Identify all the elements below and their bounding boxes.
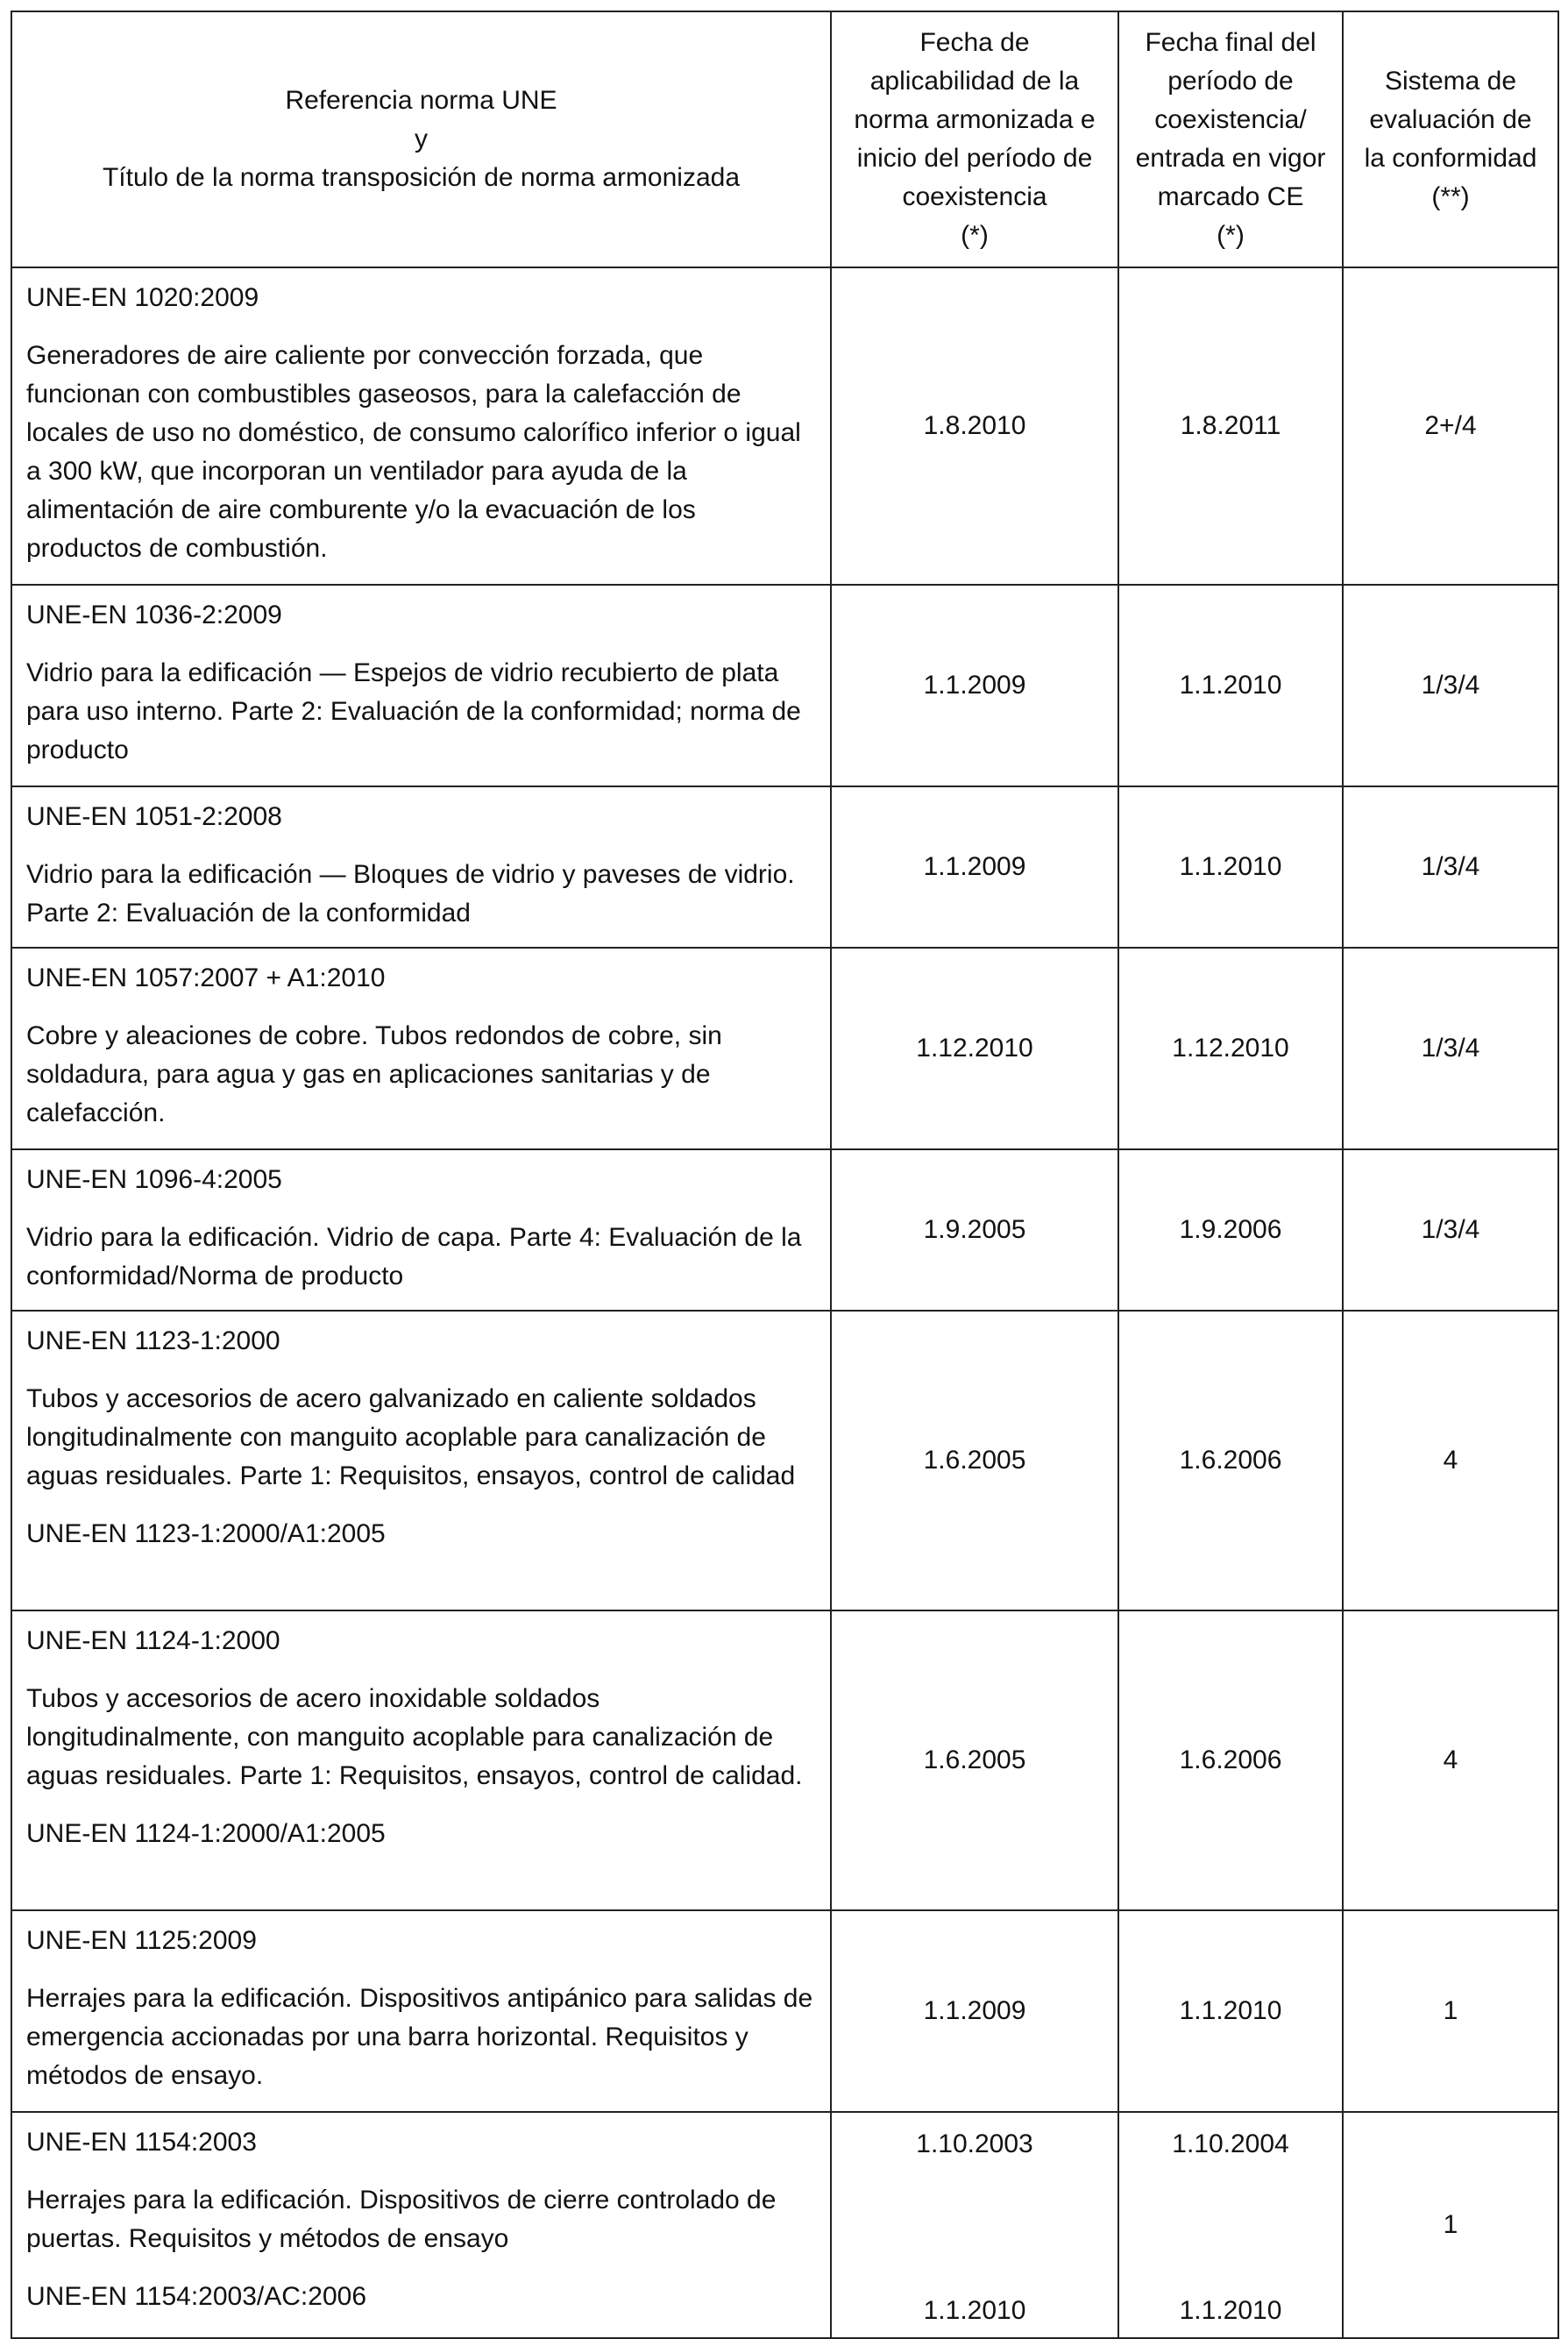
header-coexistence-end-date: Fecha final del período de coexistencia/ entrada en vigor marcado CE (*)	[1118, 11, 1343, 267]
applicability-date: 1.6.2005	[831, 1610, 1118, 1910]
coexistence-end-date: 1.1.2010	[1118, 786, 1343, 948]
standard-title: Vidrio para la edificación — Espejos de vidrio recubierto de plata para uso interno. Parte 2: Evaluación de la conformidad; norma de producto	[26, 658, 801, 764]
standard-code: UNE-EN 1154:2003	[26, 2128, 257, 2157]
table-row	[11, 948, 1558, 1149]
harmonized-standards-table	[11, 11, 1559, 2339]
coexistence-end-date: 1.1.2010	[1118, 585, 1343, 786]
conformity-system: 1	[1343, 2112, 1558, 2338]
standard-code: UNE-EN 1036-2:2009	[26, 601, 282, 629]
applicability-dates	[831, 2112, 1118, 2338]
conformity-system: 4	[1343, 1610, 1558, 1910]
coexistence-end-date: 1.10.2004	[1172, 2129, 1289, 2158]
conformity-system: 1/3/4	[1343, 786, 1558, 948]
applicability-date: 1.1.2009	[831, 1910, 1118, 2112]
reference-cell	[11, 1610, 831, 1910]
conformity-system: 1/3/4	[1343, 585, 1558, 786]
reference-cell	[11, 2112, 831, 2338]
standard-code: UNE-EN 1125:2009	[26, 1926, 257, 1955]
coexistence-end-date: 1.9.2006	[1118, 1149, 1343, 1311]
standard-code: UNE-EN 1020:2009	[26, 283, 259, 312]
table-row	[11, 1910, 1558, 2112]
reference-cell	[11, 1149, 831, 1311]
coexistence-end-date: 1.6.2006	[1118, 1311, 1343, 1610]
standard-title: Herrajes para la edificación. Dispositivos de cierre controlado de puertas. Requisitos y métodos de ensayo	[26, 2186, 777, 2253]
reference-cell	[11, 786, 831, 948]
standard-code: UNE-EN 1051-2:2008	[26, 802, 282, 831]
header-applicability-date: Fecha de aplicabilidad de la norma armonizada e inicio del período de coexistencia (*)	[831, 11, 1118, 267]
standard-title: Tubos y accesorios de acero galvanizado en caliente soldados longitudinalmente con manguito acoplable para canalización de aguas residuales. Parte 1: Requisitos, ensayos, control de calidad	[26, 1384, 796, 1490]
reference-cell	[11, 267, 831, 585]
applicability-date: 1.10.2003	[916, 2129, 1033, 2158]
reference-cell	[11, 948, 831, 1149]
amendment-applicability-date: 1.1.2010	[923, 2296, 1026, 2325]
applicability-date: 1.12.2010	[831, 948, 1118, 1149]
conformity-system: 1	[1343, 1910, 1558, 2112]
conformity-system: 1/3/4	[1343, 948, 1558, 1149]
reference-cell	[11, 585, 831, 786]
standard-title: Cobre y aleaciones de cobre. Tubos redondos de cobre, sin soldadura, para agua y gas en aplicaciones sanitarias y de calefacción.	[26, 1021, 722, 1127]
standard-amendment: UNE-EN 1154:2003/AC:2006	[26, 2282, 367, 2311]
table-row	[11, 585, 1558, 786]
standard-code: UNE-EN 1123-1:2000	[26, 1326, 280, 1355]
standard-title: Vidrio para la edificación — Bloques de vidrio y paveses de vidrio. Parte 2: Evaluación de la conformidad	[26, 860, 795, 928]
standard-title: Tubos y accesorios de acero inoxidable soldados longitudinalmente, con manguito acoplable para canalización de aguas residuales. Parte 1: Requisitos, ensayos, control de calidad.	[26, 1684, 803, 1790]
coexistence-end-date: 1.1.2010	[1118, 1910, 1343, 2112]
standard-code: UNE-EN 1057:2007 + A1:2010	[26, 963, 386, 992]
standard-title: Herrajes para la edificación. Dispositivos antipánico para salidas de emergencia accionadas por una barra horizontal. Requisitos y métodos de ensayo.	[26, 1984, 813, 2090]
standard-code: UNE-EN 1096-4:2005	[26, 1165, 282, 1194]
table-row	[11, 2112, 1558, 2338]
table-row	[11, 786, 1558, 948]
applicability-date: 1.1.2009	[831, 786, 1118, 948]
table-row	[11, 1610, 1558, 1910]
amendment-coexistence-end-date: 1.1.2010	[1179, 2296, 1282, 2325]
coexistence-end-dates	[1118, 2112, 1343, 2338]
standard-amendment: UNE-EN 1124-1:2000/A1:2005	[26, 1819, 386, 1848]
applicability-date: 1.9.2005	[831, 1149, 1118, 1311]
header-reference-title: Referencia norma UNE y Título de la norma transposición de norma armonizada	[11, 11, 831, 267]
table-row	[11, 267, 1558, 585]
reference-cell	[11, 1311, 831, 1610]
coexistence-end-date: 1.6.2006	[1118, 1610, 1343, 1910]
header-row	[11, 11, 1558, 267]
standard-code: UNE-EN 1124-1:2000	[26, 1626, 280, 1655]
standard-title: Vidrio para la edificación. Vidrio de capa. Parte 4: Evaluación de la conformidad/Norma de producto	[26, 1223, 802, 1290]
standard-amendment: UNE-EN 1123-1:2000/A1:2005	[26, 1519, 386, 1548]
coexistence-end-date: 1.12.2010	[1118, 948, 1343, 1149]
conformity-system: 4	[1343, 1311, 1558, 1610]
table-row	[11, 1311, 1558, 1610]
applicability-date: 1.1.2009	[831, 585, 1118, 786]
table-row	[11, 1149, 1558, 1311]
standard-title: Generadores de aire caliente por convección forzada, que funcionan con combustibles gaseosos, para la calefacción de locales de uso no doméstico, de consumo calorífico inferior o igual a 300 kW, que incorporan un ventilador para ayuda de la alimentación de aire comburente y/o la evacuación de los productos de combustión.	[26, 341, 801, 563]
reference-cell	[11, 1910, 831, 2112]
conformity-system: 2+/4	[1343, 267, 1558, 585]
applicability-date: 1.6.2005	[831, 1311, 1118, 1610]
coexistence-end-date: 1.8.2011	[1118, 267, 1343, 585]
header-conformity-system: Sistema de evaluación de la conformidad (**)	[1343, 11, 1558, 267]
applicability-date: 1.8.2010	[831, 267, 1118, 585]
conformity-system: 1/3/4	[1343, 1149, 1558, 1311]
